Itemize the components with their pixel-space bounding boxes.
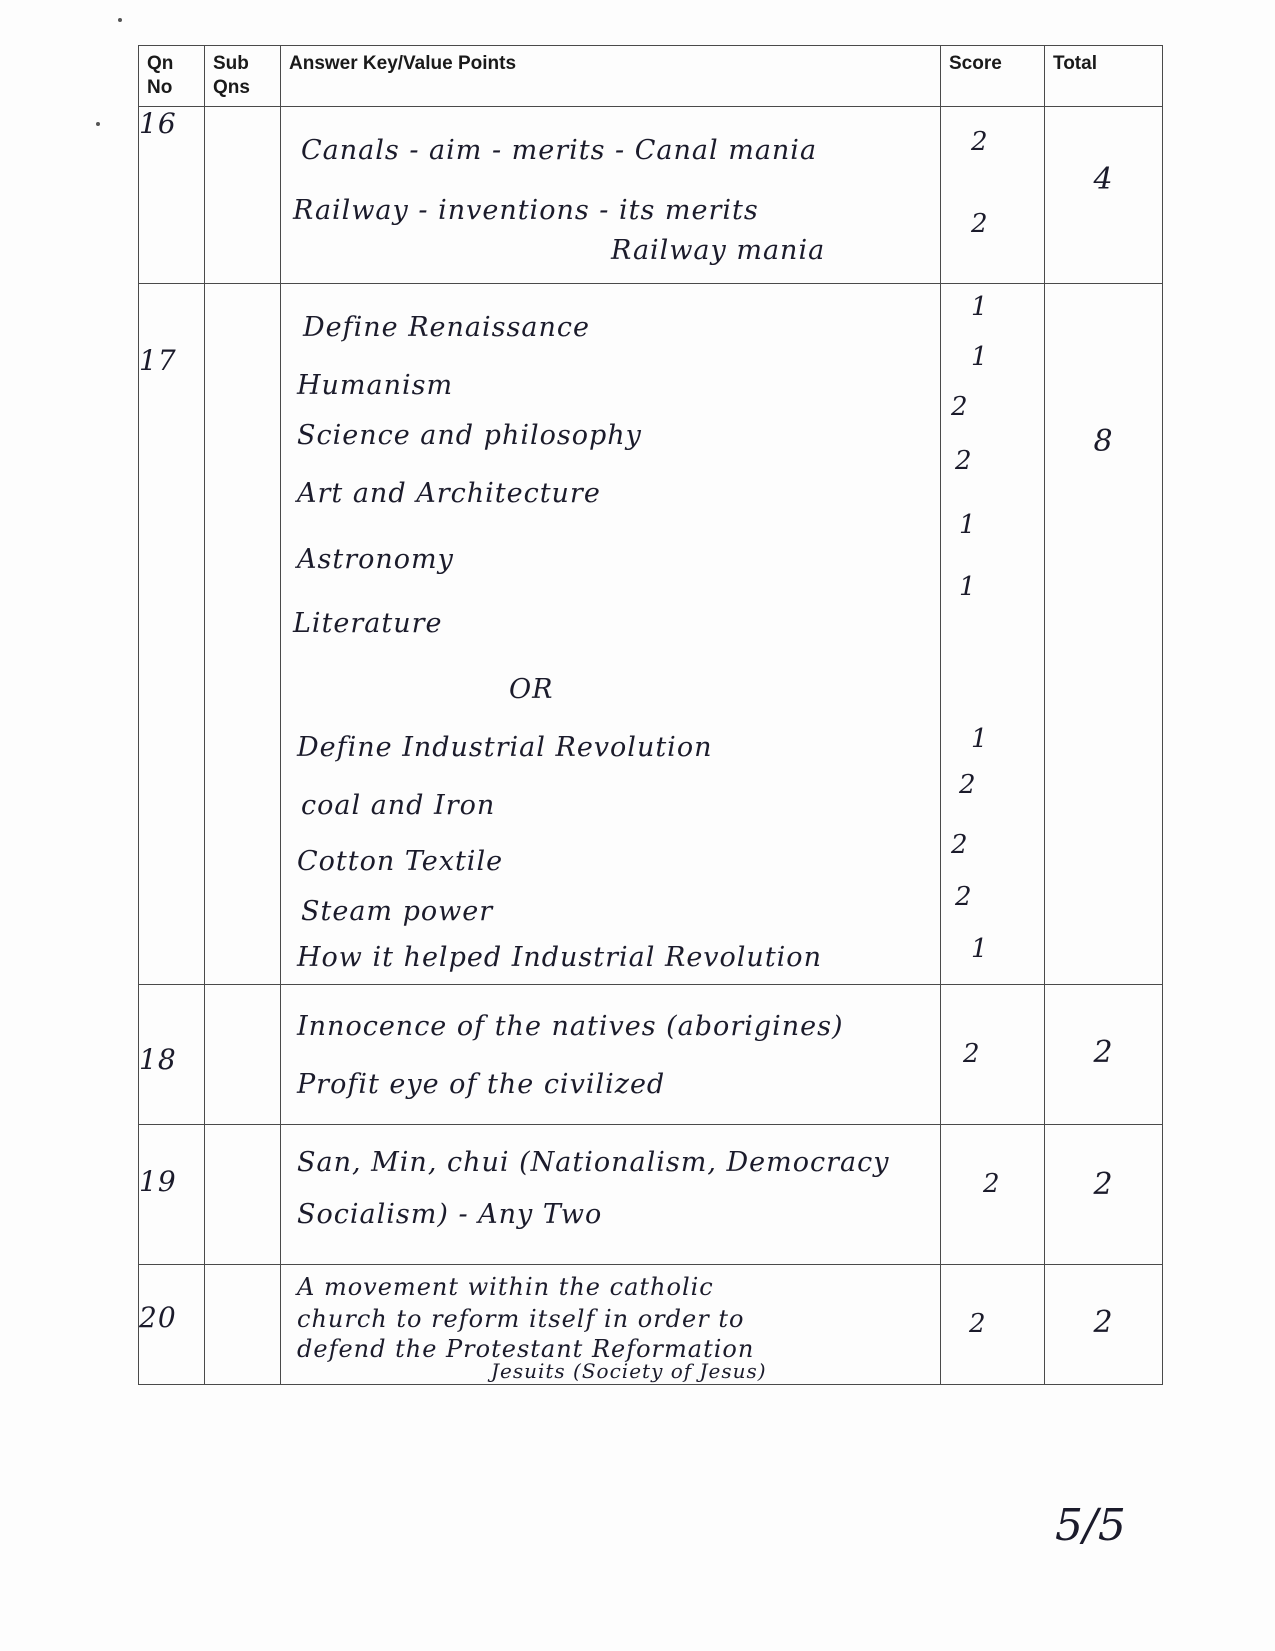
total-value: 2 — [1045, 985, 1163, 1125]
sub-question-cell — [205, 985, 281, 1125]
answer-line: Railway - inventions - its merits — [293, 195, 759, 226]
score-value: 2 — [955, 446, 973, 476]
score-value: 1 — [971, 724, 989, 754]
answer-line: Humanism — [297, 370, 454, 401]
score-value: 2 — [951, 830, 969, 860]
sub-question-cell — [205, 107, 281, 284]
answer-line: Jesuits (Society of Jesus) — [491, 1359, 767, 1383]
header-sub: Sub Qns — [205, 46, 281, 107]
question-number: 20 — [139, 1265, 205, 1385]
answer-line: Literature — [293, 608, 443, 639]
answer-line: Astronomy — [297, 544, 454, 575]
score-value: 2 — [963, 1039, 981, 1069]
question-number: 16 — [139, 107, 205, 284]
score-cell — [941, 107, 1045, 284]
score-value: 2 — [971, 209, 989, 239]
answer-line: Steam power — [301, 896, 494, 927]
score-value: 2 — [969, 1309, 987, 1339]
answer-key-table — [138, 45, 1163, 1385]
sub-question-cell — [205, 1265, 281, 1385]
answer-line: San, Min, chui (Nationalism, Democracy — [297, 1147, 890, 1178]
answer-line: How it helped Industrial Revolution — [297, 942, 822, 973]
question-number: 19 — [139, 1125, 205, 1265]
header-qn: Qn No — [139, 46, 205, 107]
table-row — [139, 284, 1163, 985]
sub-question-cell — [205, 284, 281, 985]
total-value: 8 — [1045, 284, 1163, 985]
score-value: 2 — [983, 1169, 1001, 1199]
page-number: 5/5 — [1055, 1500, 1126, 1551]
table-row — [139, 1125, 1163, 1265]
answer-line: church to reform itself in order to — [297, 1305, 745, 1333]
scan-speck — [96, 122, 100, 126]
answer-cell — [281, 107, 941, 284]
header-answer: Answer Key/Value Points — [281, 46, 941, 107]
header-score: Score — [941, 46, 1045, 107]
answer-line: Railway mania — [611, 235, 826, 266]
answer-line: Science and philosophy — [297, 420, 642, 451]
score-cell — [941, 1265, 1045, 1385]
score-cell — [941, 1125, 1045, 1265]
answer-line: Socialism) - Any Two — [297, 1199, 603, 1230]
answer-cell — [281, 284, 941, 985]
table-row — [139, 107, 1163, 284]
question-number: 17 — [139, 284, 205, 985]
score-cell — [941, 985, 1045, 1125]
header-total: Total — [1045, 46, 1163, 107]
answer-line: Profit eye of the civilized — [297, 1069, 666, 1100]
answer-line: defend the Protestant Reformation — [297, 1335, 755, 1363]
answer-line: A movement within the catholic — [297, 1273, 714, 1301]
score-value: 2 — [955, 882, 973, 912]
answer-cell — [281, 985, 941, 1125]
sub-question-cell — [205, 1125, 281, 1265]
answer-cell — [281, 1265, 941, 1385]
scan-speck — [118, 18, 122, 22]
answer-line: OR — [509, 674, 554, 705]
question-number: 18 — [139, 985, 205, 1125]
score-value: 2 — [951, 392, 969, 422]
answer-line: coal and Iron — [301, 790, 496, 821]
table-row — [139, 1265, 1163, 1385]
answer-line: Innocence of the natives (aborigines) — [297, 1011, 844, 1042]
total-value: 2 — [1045, 1125, 1163, 1265]
score-value: 1 — [971, 934, 989, 964]
score-value: 2 — [959, 770, 977, 800]
score-value: 1 — [959, 572, 977, 602]
score-value: 2 — [971, 127, 989, 157]
answer-line: Define Renaissance — [303, 312, 590, 343]
score-cell — [941, 284, 1045, 985]
total-value: 2 — [1045, 1265, 1163, 1385]
table-row — [139, 985, 1163, 1125]
answer-line: Cotton Textile — [297, 846, 504, 877]
answer-line: Define Industrial Revolution — [297, 732, 713, 763]
header-row — [139, 46, 1163, 107]
answer-cell — [281, 1125, 941, 1265]
score-value: 1 — [971, 342, 989, 372]
score-value: 1 — [971, 292, 989, 322]
score-value: 1 — [959, 510, 977, 540]
total-value: 4 — [1045, 107, 1163, 284]
answer-line: Art and Architecture — [297, 478, 601, 509]
answer-line: Canals - aim - merits - Canal mania — [301, 135, 818, 166]
